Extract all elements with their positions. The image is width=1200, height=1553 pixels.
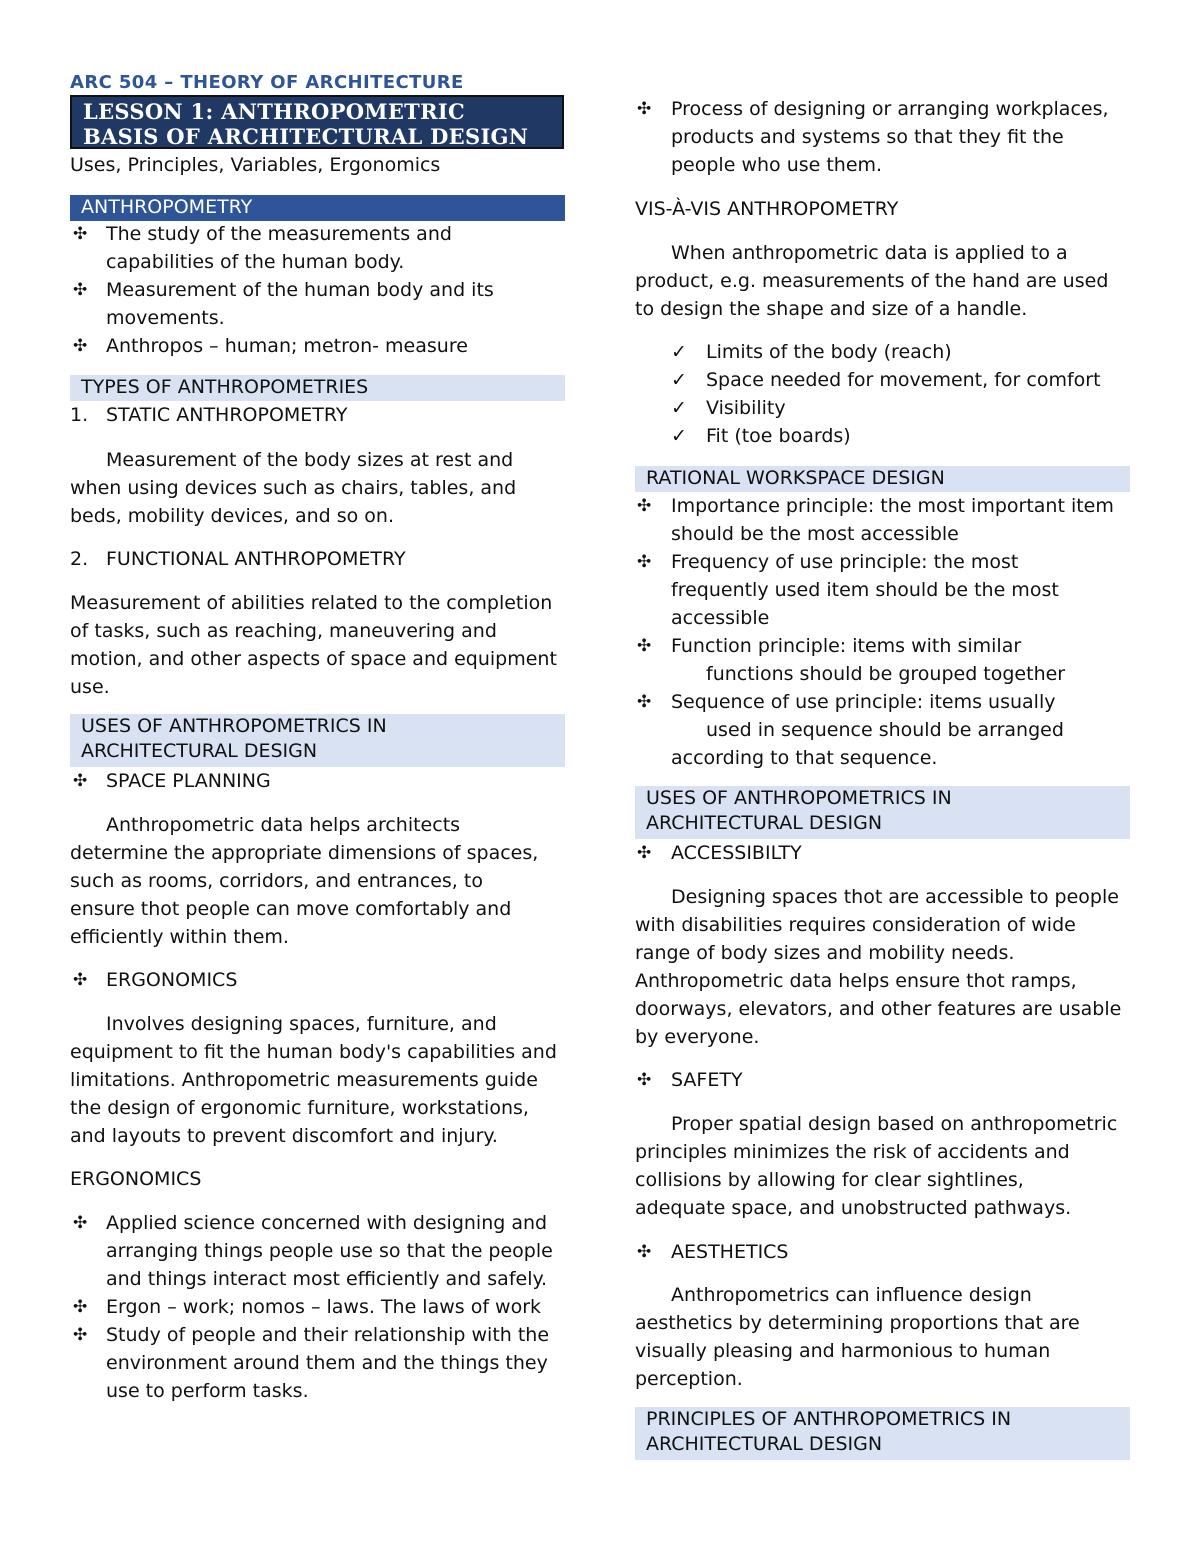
paragraph-line: Anthropometrics can influence design	[671, 1284, 1032, 1306]
paragraph-line: perception.	[635, 1368, 743, 1390]
list-item-text: environment around them and the things they	[106, 1352, 548, 1374]
list-item-text: use to perform tasks.	[106, 1380, 309, 1402]
diamond-bullet-icon: ✣	[73, 970, 88, 990]
paragraph-line: motion, and other aspects of space and equipment	[70, 648, 557, 670]
paragraph-line: use.	[70, 676, 110, 698]
list-item-text: movements.	[106, 307, 225, 329]
checklist-item: Visibility	[706, 397, 786, 419]
list-item-text: The study of the measurements and	[106, 223, 452, 245]
diamond-bullet-icon: ✣	[73, 1297, 88, 1317]
paragraph-line: and layouts to prevent discomfort and injury.	[70, 1125, 498, 1147]
paragraph-line: Proper spatial design based on anthropometric	[671, 1113, 1118, 1135]
ergonomics-use-title: ERGONOMICS	[106, 969, 238, 991]
section-heading-line: USES OF ANTHROPOMETRICS IN	[81, 715, 387, 737]
list-item-text: Applied science concerned with designing and	[106, 1212, 548, 1234]
paragraph-line: visually pleasing and harmonious to human	[635, 1340, 1051, 1362]
section-heading-rational: RATIONAL WORKSPACE DESIGN	[635, 466, 1130, 492]
diamond-bullet-icon: ✣	[73, 1325, 88, 1345]
section-heading-line: USES OF ANTHROPOMETRICS IN	[646, 787, 952, 809]
paragraph-line: efficiently within them.	[70, 926, 289, 948]
paragraph-line: Involves designing spaces, furniture, and	[106, 1013, 497, 1035]
paragraph-line: range of body sizes and mobility needs.	[635, 942, 1015, 964]
paragraph-line: doorways, elevators, and other features are usable	[635, 998, 1122, 1020]
diamond-bullet-icon: ✣	[637, 843, 652, 863]
list-item-text: according to that sequence.	[671, 747, 938, 769]
list-item-text: functions should be grouped together	[706, 663, 1066, 685]
lesson-title-line-2: BASIS OF ARCHITECTURAL DESIGN	[83, 124, 529, 149]
list-item-text: Function principle: items with similar	[671, 635, 1022, 657]
paragraph-line: by everyone.	[635, 1026, 760, 1048]
paragraph-line: determine the appropriate dimensions of spaces,	[70, 842, 539, 864]
functional-anthropometry-title: FUNCTIONAL ANTHROPOMETRY	[106, 548, 406, 570]
paragraph-line: when using devices such as chairs, tables, and	[70, 477, 517, 499]
section-heading-line: PRINCIPLES OF ANTHROPOMETRICS IN	[646, 1408, 1012, 1430]
paragraph-line: such as rooms, corridors, and entrances, to	[70, 870, 483, 892]
paragraph-line: of tasks, such as reaching, maneuvering and	[70, 620, 497, 642]
checklist-item: Space needed for movement, for comfort	[706, 369, 1101, 391]
diamond-bullet-icon: ✣	[637, 496, 652, 516]
list-item-text: frequently used item should be the most	[671, 579, 1059, 601]
list-item-text: accessible	[671, 607, 770, 629]
safety-title: SAFETY	[671, 1069, 743, 1091]
list-number: 1.	[70, 404, 89, 426]
paragraph-line: Anthropometric data helps ensure thot ramps,	[635, 970, 1077, 992]
checklist-item: Fit (toe boards)	[706, 425, 851, 447]
list-item-text: arranging things people use so that the people	[106, 1240, 553, 1262]
space-planning-title: SPACE PLANNING	[106, 770, 271, 792]
list-item-text: Ergon – work; nomos – laws. The laws of work	[106, 1296, 542, 1318]
list-number: 2.	[70, 548, 89, 570]
section-heading-line: ARCHITECTURAL DESIGN	[646, 1433, 883, 1455]
paragraph-line: limitations. Anthropometric measurements guide	[70, 1069, 538, 1091]
list-item-text: used in sequence should be arranged	[706, 719, 1064, 741]
paragraph-line: collisions by allowing for clear sightlines,	[635, 1169, 1024, 1191]
list-item-text: products and systems so that they fit the	[671, 126, 1064, 148]
paragraph-line: Measurement of abilities related to the completion	[70, 592, 553, 614]
diamond-bullet-icon: ✣	[73, 771, 88, 791]
list-item-text: Importance principle: the most important item	[671, 495, 1114, 517]
paragraph-line: principles minimizes the risk of accidents and	[635, 1141, 1070, 1163]
accessibility-title: ACCESSIBILTY	[671, 842, 802, 864]
section-heading-types: TYPES OF ANTHROPOMETRIES	[70, 375, 565, 401]
paragraph-line: ensure thot people can move comfortably and	[70, 898, 512, 920]
paragraph-line: product, e.g. measurements of the hand are used	[635, 270, 1109, 292]
list-item-text: Sequence of use principle: items usually	[671, 691, 1056, 713]
list-item-text: people who use them.	[671, 154, 883, 176]
diamond-bullet-icon: ✣	[637, 636, 652, 656]
list-item-text: should be the most accessible	[671, 523, 959, 545]
paragraph-line: equipment to fit the human body's capabilities and	[70, 1041, 557, 1063]
checklist-item: Limits of the body (reach)	[706, 341, 952, 363]
section-heading-uses	[70, 714, 565, 767]
ergonomics-heading: ERGONOMICS	[70, 1168, 202, 1190]
lesson-title-box	[70, 95, 564, 149]
lesson-title-line-1: LESSON 1: ANTHROPOMETRIC	[83, 99, 465, 124]
diamond-bullet-icon: ✣	[637, 99, 652, 119]
checkmark-icon: ✓	[671, 425, 687, 447]
list-item-text: Frequency of use principle: the most	[671, 551, 1019, 573]
course-title: ARC 504 – THEORY OF ARCHITECTURE	[70, 72, 464, 93]
section-heading-uses-2	[635, 786, 1130, 839]
section-heading-principles	[635, 1407, 1130, 1460]
paragraph-line: Anthropometric data helps architects	[106, 814, 461, 836]
diamond-bullet-icon: ✣	[637, 692, 652, 712]
paragraph-line: the design of ergonomic furniture, workstations,	[70, 1097, 529, 1119]
aesthetics-title: AESTHETICS	[671, 1241, 789, 1263]
section-heading-anthropometry: ANTHROPOMETRY	[70, 195, 565, 221]
section-heading-line: ARCHITECTURAL DESIGN	[81, 740, 318, 762]
paragraph-line: beds, mobility devices, and so on.	[70, 505, 394, 527]
checkmark-icon: ✓	[671, 397, 687, 419]
diamond-bullet-icon: ✣	[637, 1242, 652, 1262]
paragraph-line: Designing spaces thot are accessible to people	[671, 886, 1119, 908]
diamond-bullet-icon: ✣	[73, 336, 88, 356]
list-item-text: Process of designing or arranging workplaces,	[671, 98, 1109, 120]
diamond-bullet-icon: ✣	[73, 224, 88, 244]
section-heading-line: ARCHITECTURAL DESIGN	[646, 812, 883, 834]
checkmark-icon: ✓	[671, 341, 687, 363]
diamond-bullet-icon: ✣	[73, 1213, 88, 1233]
list-item-text: capabilities of the human body.	[106, 251, 405, 273]
list-item-text: Anthropos – human; metron- measure	[106, 335, 468, 357]
list-item-text: Study of people and their relationship with the	[106, 1324, 550, 1346]
paragraph-line: aesthetics by determining proportions that are	[635, 1312, 1080, 1334]
paragraph-line: with disabilities requires consideration of wide	[635, 914, 1076, 936]
checkmark-icon: ✓	[671, 369, 687, 391]
diamond-bullet-icon: ✣	[73, 280, 88, 300]
diamond-bullet-icon: ✣	[637, 552, 652, 572]
paragraph-line: to design the shape and size of a handle.	[635, 298, 1028, 320]
static-anthropometry-title: STATIC ANTHROPOMETRY	[106, 404, 348, 426]
list-item-text: Measurement of the human body and its	[106, 279, 494, 301]
list-item-text: and things interact most efficiently and safely.	[106, 1268, 548, 1290]
vis-a-vis-heading: VIS-À-VIS ANTHROPOMETRY	[635, 198, 899, 220]
paragraph-line: adequate space, and unobstructed pathways.	[635, 1197, 1072, 1219]
lesson-subtitle: Uses, Principles, Variables, Ergonomics	[70, 154, 441, 176]
paragraph-line: Measurement of the body sizes at rest and	[106, 449, 514, 471]
paragraph-line: When anthropometric data is applied to a	[671, 242, 1068, 264]
diamond-bullet-icon: ✣	[637, 1070, 652, 1090]
